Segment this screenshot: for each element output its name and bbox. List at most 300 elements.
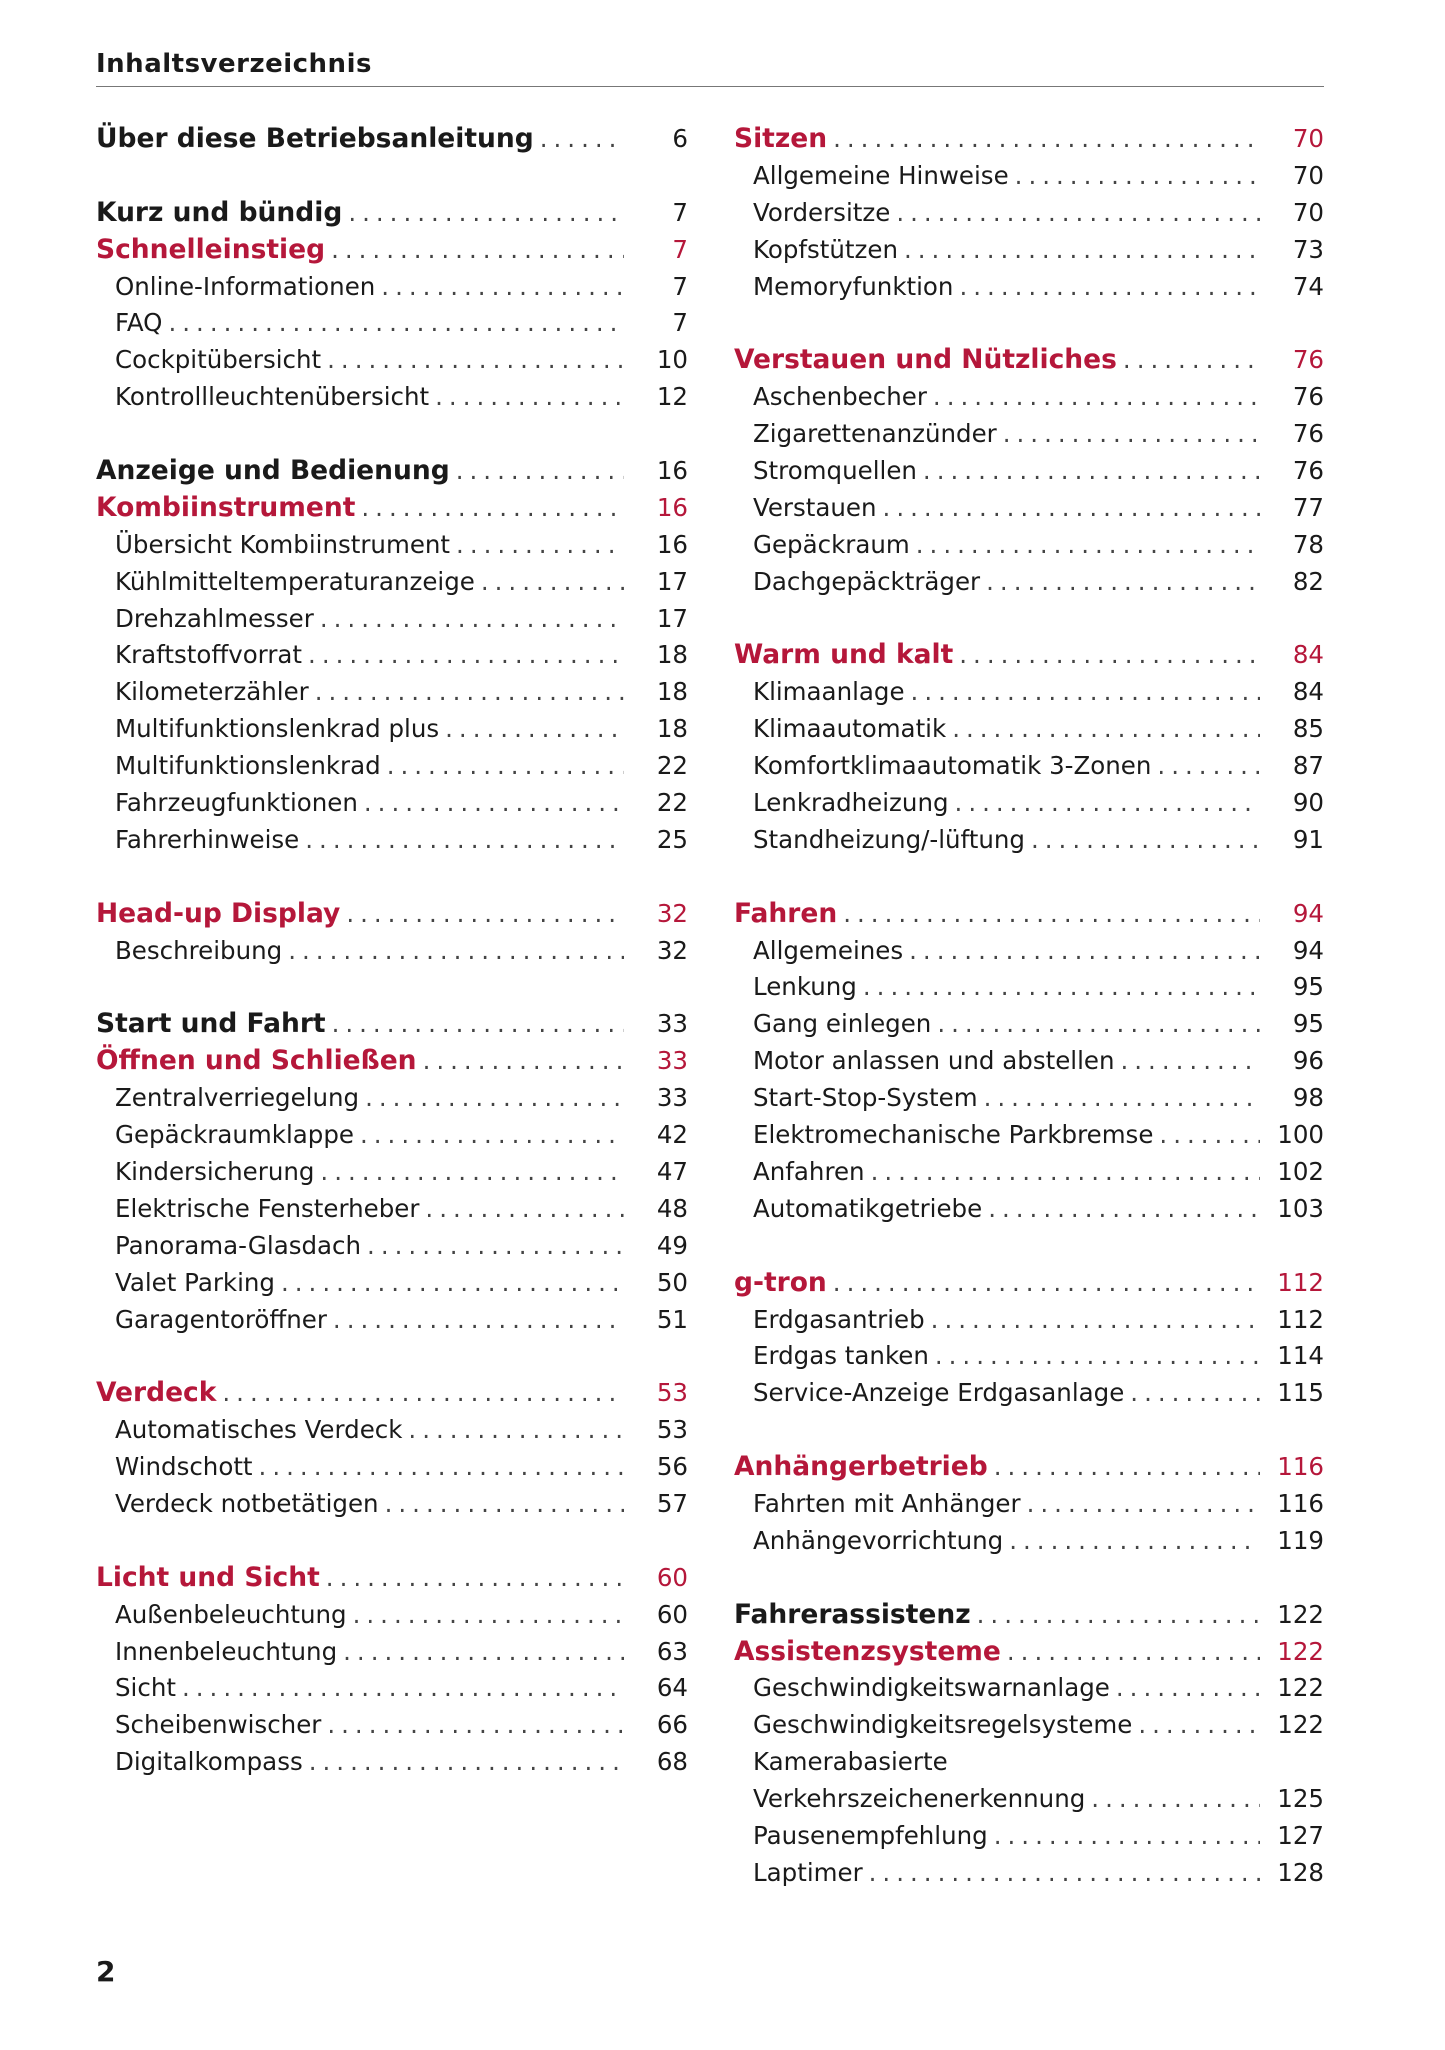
toc-section-entry[interactable]: [734, 1117, 1324, 1154]
toc-entry-page: 78: [1292, 529, 1324, 559]
toc-leader-dots: [275, 1265, 624, 1302]
toc-entry-title: Multifunktionslenkrad plus: [115, 714, 440, 744]
toc-section-entry[interactable]: [734, 822, 1324, 859]
toc-section-entry[interactable]: [96, 785, 688, 822]
toc-entry-title: Online-Informationen: [115, 271, 376, 301]
toc-entry-title: Allgemeines: [753, 935, 904, 965]
toc-leader-dots: [450, 453, 624, 490]
toc-entry-title: Kilometerzähler: [115, 677, 309, 707]
toc-spacer: [96, 1338, 688, 1375]
toc-leader-dots: [1114, 1043, 1260, 1080]
toc-section-entry[interactable]: [734, 1006, 1324, 1043]
toc-entry-page: 32: [656, 935, 688, 965]
toc-section-entry[interactable]: [96, 1302, 688, 1339]
toc-chapter-entry[interactable]: [96, 1006, 688, 1043]
toc-leader-dots: [890, 195, 1260, 232]
toc-entry-page: 49: [656, 1230, 688, 1260]
toc-entry-title: Head-up Display: [96, 897, 341, 929]
toc-leader-dots: [997, 416, 1260, 453]
toc-leader-dots: [327, 1302, 624, 1339]
toc-leader-dots: [381, 748, 624, 785]
toc-entry-page: 76: [1292, 419, 1324, 449]
toc-section-entry[interactable]: [734, 969, 1324, 1006]
toc-entry-page: 125: [1277, 1784, 1324, 1814]
toc-entry-page: 103: [1277, 1193, 1324, 1223]
toc-entry-page: 95: [1292, 972, 1324, 1002]
toc-section-entry[interactable]: [96, 1634, 688, 1671]
toc-section-entry[interactable]: [96, 269, 688, 306]
toc-spacer: [96, 416, 688, 453]
toc-leader-dots: [375, 269, 624, 306]
toc-section-entry[interactable]: [734, 1781, 1324, 1818]
toc-section-entry[interactable]: [96, 1228, 688, 1265]
toc-chapter-entry[interactable]: [734, 1449, 1324, 1486]
toc-section-entry[interactable]: [96, 1670, 688, 1707]
toc-entry-page: 7: [672, 271, 688, 301]
toc-left-column: [96, 121, 688, 1781]
toc-leader-dots: [347, 1597, 624, 1634]
toc-section-entry[interactable]: [96, 1117, 688, 1154]
toc-entry-page: 10: [656, 345, 688, 375]
toc-entry-title: Kindersicherung: [115, 1156, 315, 1186]
toc-entry-page: 100: [1277, 1120, 1324, 1150]
toc-section-entry[interactable]: [734, 269, 1324, 306]
toc-entry-page: 90: [1292, 788, 1324, 818]
toc-entry-page: 17: [656, 566, 688, 596]
toc-section-entry[interactable]: [734, 1670, 1324, 1707]
toc-leader-dots: [863, 1855, 1260, 1892]
toc-entry-title: Warm und kalt: [734, 639, 954, 671]
toc-chapter-entry[interactable]: [734, 896, 1324, 933]
toc-entry-title: Erdgasantrieb: [753, 1304, 925, 1334]
toc-section-entry[interactable]: [734, 1744, 1324, 1781]
toc-entry-title: Zigarettenanzünder: [753, 419, 997, 449]
toc-entry-page: 76: [1292, 382, 1324, 412]
toc-leader-dots: [929, 1338, 1260, 1375]
toc-entry-title: Fahrerassistenz: [734, 1598, 971, 1630]
toc-leader-dots: [303, 1744, 624, 1781]
toc-entry-title: Außenbeleuchtung: [115, 1599, 347, 1629]
toc-leader-dots: [162, 305, 624, 342]
toc-entry-title: Innenbeleuchtung: [115, 1636, 338, 1666]
toc-spacer: [734, 305, 1324, 342]
toc-section-entry[interactable]: [734, 416, 1324, 453]
toc-leader-dots: [309, 674, 624, 711]
toc-section-entry[interactable]: [96, 1449, 688, 1486]
toc-section-entry[interactable]: [96, 527, 688, 564]
toc-entry-title: Allgemeine Hinweise: [753, 160, 1009, 190]
toc-entry-page: 68: [656, 1747, 688, 1777]
toc-entry-page: 16: [656, 529, 688, 559]
toc-section-entry[interactable]: [734, 1043, 1324, 1080]
toc-section-entry[interactable]: [734, 1191, 1324, 1228]
toc-section-entry[interactable]: [96, 305, 688, 342]
toc-leader-dots: [910, 527, 1260, 564]
toc-entry-page: 7: [672, 234, 688, 264]
toc-entry-title: Cockpitübersicht: [115, 345, 322, 375]
toc-entry-title: Fahrerhinweise: [115, 824, 300, 854]
toc-entry-title: Kamerabasierte: [753, 1747, 948, 1777]
toc-spacer: [96, 1523, 688, 1560]
toc-entry-page: 33: [656, 1009, 688, 1039]
toc-entry-title: Anhängerbetrieb: [734, 1451, 988, 1483]
toc-section-entry[interactable]: [734, 1707, 1324, 1744]
toc-entry-page: 60: [656, 1599, 688, 1629]
toc-leader-dots: [326, 1006, 624, 1043]
toc-entry-title: Motor anlassen und abstellen: [753, 1046, 1115, 1076]
toc-section-entry[interactable]: [96, 1191, 688, 1228]
toc-leader-dots: [340, 896, 624, 933]
toc-entry-title: Verstauen: [753, 492, 877, 522]
toc-entry-page: 25: [656, 824, 688, 854]
toc-entry-page: 102: [1277, 1156, 1324, 1186]
toc-leader-dots: [980, 564, 1260, 601]
toc-entry-page: 76: [1292, 456, 1324, 486]
toc-entry-page: 122: [1277, 1673, 1324, 1703]
toc-entry-title: Verdeck: [96, 1377, 217, 1409]
toc-entry-page: 122: [1277, 1636, 1324, 1666]
toc-leader-dots: [402, 1412, 624, 1449]
toc-section-entry[interactable]: [96, 1597, 688, 1634]
toc-entry-title: Schnelleinstieg: [96, 233, 326, 265]
toc-section-entry[interactable]: [734, 1486, 1324, 1523]
toc-section-entry[interactable]: [96, 822, 688, 859]
toc-entry-page: 116: [1277, 1452, 1324, 1482]
toc-entry-title: Stromquellen: [753, 456, 917, 486]
toc-section-entry[interactable]: [96, 674, 688, 711]
toc-section-entry[interactable]: [734, 379, 1324, 416]
toc-spacer: [734, 859, 1324, 896]
toc-leader-dots: [988, 1449, 1260, 1486]
toc-chapter-entry[interactable]: [734, 121, 1324, 158]
toc-entry-page: 16: [656, 492, 688, 522]
toc-entry-page: 50: [656, 1267, 688, 1297]
toc-leader-dots: [379, 1486, 624, 1523]
toc-leader-dots: [1132, 1707, 1260, 1744]
toc-entry-title: Öffnen und Schließen: [96, 1045, 417, 1077]
toc-entry-page: 114: [1277, 1341, 1324, 1371]
toc-leader-dots: [988, 1818, 1260, 1855]
toc-leader-dots: [865, 1154, 1260, 1191]
toc-entry-page: 56: [656, 1452, 688, 1482]
toc-entry-title: Automatisches Verdeck: [115, 1415, 403, 1445]
toc-leader-dots: [361, 1228, 624, 1265]
toc-entry-title: Automatikgetriebe: [753, 1193, 983, 1223]
toc-right-column: [734, 121, 1324, 1892]
toc-entry-page: 73: [1292, 234, 1324, 264]
toc-entry-page: 85: [1292, 714, 1324, 744]
toc-leader-dots: [1003, 1523, 1260, 1560]
toc-entry-page: 74: [1292, 271, 1324, 301]
toc-entry-title: Elektromechanische Parkbremse: [753, 1120, 1154, 1150]
toc-entry-page: 96: [1292, 1046, 1324, 1076]
toc-spacer: [96, 158, 688, 195]
toc-section-entry[interactable]: [96, 379, 688, 416]
toc-spacer: [96, 859, 688, 896]
toc-entry-title: Kühlmitteltemperaturanzeige: [115, 566, 475, 596]
toc-entry-page: 70: [1292, 197, 1324, 227]
toc-chapter-entry[interactable]: [96, 1043, 688, 1080]
toc-chapter-entry[interactable]: [96, 490, 688, 527]
toc-entry-title: Standheizung/-lüftung: [753, 824, 1025, 854]
toc-chapter-entry[interactable]: [96, 195, 688, 232]
toc-entry-title: Aschenbecher: [753, 382, 927, 412]
toc-entry-page: 115: [1277, 1378, 1324, 1408]
toc-spacer: [734, 1560, 1324, 1597]
toc-section-entry[interactable]: [734, 232, 1324, 269]
toc-leader-dots: [253, 1449, 624, 1486]
toc-leader-dots: [176, 1670, 624, 1707]
page-number: 2: [96, 1955, 116, 1988]
toc-entry-page: 98: [1292, 1083, 1324, 1113]
toc-section-entry[interactable]: [96, 1412, 688, 1449]
toc-entry-title: FAQ: [115, 308, 163, 338]
toc-section-entry[interactable]: [96, 711, 688, 748]
toc-entry-title: Anfahren: [753, 1156, 865, 1186]
toc-entry-title: Über diese Betriebsanleitung: [96, 123, 534, 154]
toc-leader-dots: [1151, 748, 1260, 785]
toc-section-entry[interactable]: [734, 1375, 1324, 1412]
toc-entry-page: 18: [656, 714, 688, 744]
toc-entry-title: Kombiinstrument: [96, 491, 356, 523]
toc-section-entry[interactable]: [734, 453, 1324, 490]
toc-leader-dots: [450, 527, 624, 564]
toc-entry-title: Gepäckraumklappe: [115, 1120, 354, 1150]
toc-leader-dots: [429, 379, 624, 416]
toc-entry-title: Kopfstützen: [753, 234, 898, 264]
toc-entry-title: Garagentoröffner: [115, 1304, 327, 1334]
toc-entry-title: Komfortklimaautomatik 3-Zonen: [753, 751, 1152, 781]
toc-section-entry[interactable]: [734, 1338, 1324, 1375]
toc-section-entry[interactable]: [96, 1486, 688, 1523]
toc-entry-page: 76: [1292, 345, 1324, 375]
toc-entry-page: 33: [656, 1046, 688, 1076]
toc-leader-dots: [1025, 822, 1260, 859]
toc-section-entry[interactable]: [734, 158, 1324, 195]
toc-spacer: [734, 1412, 1324, 1449]
toc-entry-title: Geschwindigkeitsregelsysteme: [753, 1710, 1133, 1740]
toc-entry-page: 87: [1292, 751, 1324, 781]
toc-leader-dots: [946, 711, 1260, 748]
toc-leader-dots: [982, 1191, 1260, 1228]
toc-chapter-entry[interactable]: [734, 1634, 1324, 1671]
toc-leader-dots: [949, 785, 1260, 822]
toc-leader-dots: [953, 637, 1260, 674]
toc-leader-dots: [905, 674, 1260, 711]
toc-leader-dots: [827, 1265, 1260, 1302]
toc-entry-page: 22: [656, 751, 688, 781]
toc-chapter-entry[interactable]: [96, 453, 688, 490]
toc-section-entry[interactable]: [96, 1744, 688, 1781]
toc-section-entry[interactable]: [734, 527, 1324, 564]
toc-entry-page: 7: [672, 308, 688, 338]
toc-section-entry[interactable]: [96, 1265, 688, 1302]
toc-leader-dots: [953, 269, 1260, 306]
toc-entry-page: 112: [1277, 1267, 1324, 1297]
toc-entry-page: 6: [672, 124, 688, 153]
toc-entry-title: Fahren: [734, 897, 838, 929]
toc-section-entry[interactable]: [734, 785, 1324, 822]
toc-leader-dots: [1001, 1634, 1260, 1671]
toc-entry-title: Kontrollleuchtenübersicht: [115, 382, 430, 412]
toc-entry-page: 91: [1292, 824, 1324, 854]
toc-leader-dots: [419, 1191, 624, 1228]
toc-entry-page: 17: [656, 603, 688, 633]
toc-entry-title: Fahrten mit Anhänger: [753, 1488, 1021, 1518]
toc-entry-title: Fahrzeugfunktionen: [115, 788, 358, 818]
toc-entry-page: 70: [1292, 160, 1324, 190]
toc-section-entry[interactable]: [96, 933, 688, 970]
toc-leader-dots: [475, 564, 624, 601]
toc-entry-page: 51: [656, 1304, 688, 1334]
toc-entry-page: 48: [656, 1193, 688, 1223]
toc-leader-dots: [903, 933, 1260, 970]
toc-leader-dots: [216, 1375, 624, 1412]
toc-entry-page: 127: [1277, 1820, 1324, 1850]
toc-entry-title: Verkehrszeichenerkennung: [753, 1784, 1086, 1814]
toc-entry-title: Start-Stop-System: [753, 1083, 978, 1113]
toc-leader-dots: [337, 1634, 624, 1671]
toc-entry-title: Memoryfunktion: [753, 271, 954, 301]
toc-leader-dots: [827, 121, 1260, 158]
toc-section-entry[interactable]: [96, 1080, 688, 1117]
toc-chapter-entry[interactable]: [96, 232, 688, 269]
toc-section-entry[interactable]: [734, 1855, 1324, 1892]
toc-entry-title: Panorama-Glasdach: [115, 1230, 362, 1260]
toc-spacer: [96, 969, 688, 1006]
toc-entry-page: 66: [656, 1710, 688, 1740]
toc-entry-page: 64: [656, 1673, 688, 1703]
toc-section-entry[interactable]: [734, 748, 1324, 785]
toc-chapter-entry[interactable]: [96, 1375, 688, 1412]
toc-chapter-entry[interactable]: [734, 1265, 1324, 1302]
toc-entry-title: Gepäckraum: [753, 529, 910, 559]
toc-chapter-entry[interactable]: [734, 342, 1324, 379]
toc-entry-title: Pausenempfehlung: [753, 1820, 988, 1850]
toc-chapter-entry[interactable]: [734, 1597, 1324, 1634]
toc-section-entry[interactable]: [734, 933, 1324, 970]
toc-section-entry[interactable]: [734, 1154, 1324, 1191]
toc-entry-page: 128: [1277, 1857, 1324, 1887]
toc-entry-page: 82: [1292, 566, 1324, 596]
toc-section-entry[interactable]: [734, 564, 1324, 601]
toc-section-entry[interactable]: [734, 490, 1324, 527]
toc-entry-title: Valet Parking: [115, 1267, 275, 1297]
toc-leader-dots: [927, 379, 1260, 416]
toc-leader-dots: [925, 1302, 1260, 1339]
toc-entry-title: Kraftstoffvorrat: [115, 640, 303, 670]
toc-entry-title: Licht und Sicht: [96, 1561, 320, 1593]
toc-entry-page: 122: [1277, 1599, 1324, 1629]
toc-spacer: [734, 601, 1324, 638]
toc-leader-dots: [978, 1080, 1260, 1117]
toc-section-entry[interactable]: [96, 564, 688, 601]
toc-leader-dots: [325, 232, 624, 269]
toc-section-entry[interactable]: [734, 195, 1324, 232]
toc-entry-title: Elektrische Fensterheber: [115, 1193, 420, 1223]
toc-chapter-entry[interactable]: [734, 637, 1324, 674]
toc-section-entry[interactable]: [734, 1523, 1324, 1560]
toc-entry-page: 94: [1292, 898, 1324, 928]
toc-leader-dots: [314, 601, 624, 638]
toc-chapter-entry[interactable]: [96, 1560, 688, 1597]
toc-entry-page: 60: [656, 1562, 688, 1592]
toc-entry-title: Scheibenwischer: [115, 1710, 322, 1740]
toc-entry-page: 47: [656, 1156, 688, 1186]
toc-section-entry[interactable]: [96, 342, 688, 379]
toc-entry-page: 18: [656, 677, 688, 707]
toc-entry-page: 70: [1292, 124, 1324, 153]
toc-entry-title: Multifunktionslenkrad: [115, 751, 381, 781]
toc-leader-dots: [355, 490, 624, 527]
toc-leader-dots: [282, 933, 624, 970]
toc-leader-dots: [299, 822, 624, 859]
toc-section-entry[interactable]: [734, 1080, 1324, 1117]
toc-leader-dots: [1117, 342, 1260, 379]
toc-entry-title: Lenkung: [753, 972, 857, 1002]
toc-section-entry[interactable]: [96, 748, 688, 785]
toc-leader-dots: [321, 1707, 624, 1744]
toc-entry-page: 94: [1292, 935, 1324, 965]
toc-entry-title: Lenkradheizung: [753, 788, 949, 818]
toc-leader-dots: [1124, 1375, 1260, 1412]
toc-leader-dots: [857, 969, 1260, 1006]
toc-section-entry[interactable]: [96, 601, 688, 638]
toc-entry-page: 16: [656, 456, 688, 486]
toc-entry-title: Sitzen: [734, 123, 828, 154]
toc-chapter-entry[interactable]: [96, 896, 688, 933]
toc-entry-page: 18: [656, 640, 688, 670]
toc-entry-title: Verdeck notbetätigen: [115, 1488, 379, 1518]
toc-leader-dots: [439, 711, 624, 748]
toc-entry-title: Gang einlegen: [753, 1009, 932, 1039]
toc-entry-page: 32: [656, 898, 688, 928]
toc-entry-title: Assistenzsysteme: [734, 1635, 1001, 1667]
toc-entry-title: Windschott: [115, 1452, 253, 1482]
toc-section-entry[interactable]: [96, 637, 688, 674]
toc-entry-title: Klimaautomatik: [753, 714, 947, 744]
toc-entry-title: Erdgas tanken: [753, 1341, 929, 1371]
toc-entry-page: 84: [1292, 640, 1324, 670]
toc-entry-title: Service-Anzeige Erdgasanlage: [753, 1378, 1125, 1408]
toc-entry-page: 12: [656, 382, 688, 412]
toc-section-entry[interactable]: [734, 674, 1324, 711]
toc-section-entry[interactable]: [96, 1154, 688, 1191]
toc-section-entry[interactable]: [96, 1707, 688, 1744]
toc-entry-title: Sicht: [115, 1673, 176, 1703]
toc-leader-dots: [417, 1043, 624, 1080]
toc-entry-page: 42: [656, 1120, 688, 1150]
page-header: [96, 44, 1324, 87]
toc-section-entry[interactable]: [734, 711, 1324, 748]
toc-entry-title: Verstauen und Nützliches: [734, 344, 1117, 376]
toc-entry-title: Dachgepäckträger: [753, 566, 981, 596]
toc-entry-page: 63: [656, 1636, 688, 1666]
toc-leader-dots: [1009, 158, 1260, 195]
toc-leader-dots: [302, 637, 624, 674]
toc-entry-title: Geschwindigkeitswarnanlage: [753, 1673, 1110, 1703]
toc-entry-title: Beschreibung: [115, 935, 283, 965]
toc-section-entry[interactable]: [734, 1818, 1324, 1855]
toc-chapter-entry[interactable]: [96, 121, 688, 158]
toc-leader-dots: [837, 896, 1260, 933]
toc-entry-page: 122: [1277, 1710, 1324, 1740]
toc-entry-page: 84: [1292, 677, 1324, 707]
toc-section-entry[interactable]: [734, 1302, 1324, 1339]
toc-entry-page: 7: [672, 197, 688, 227]
toc-spacer: [734, 1228, 1324, 1265]
toc-leader-dots: [320, 1560, 624, 1597]
